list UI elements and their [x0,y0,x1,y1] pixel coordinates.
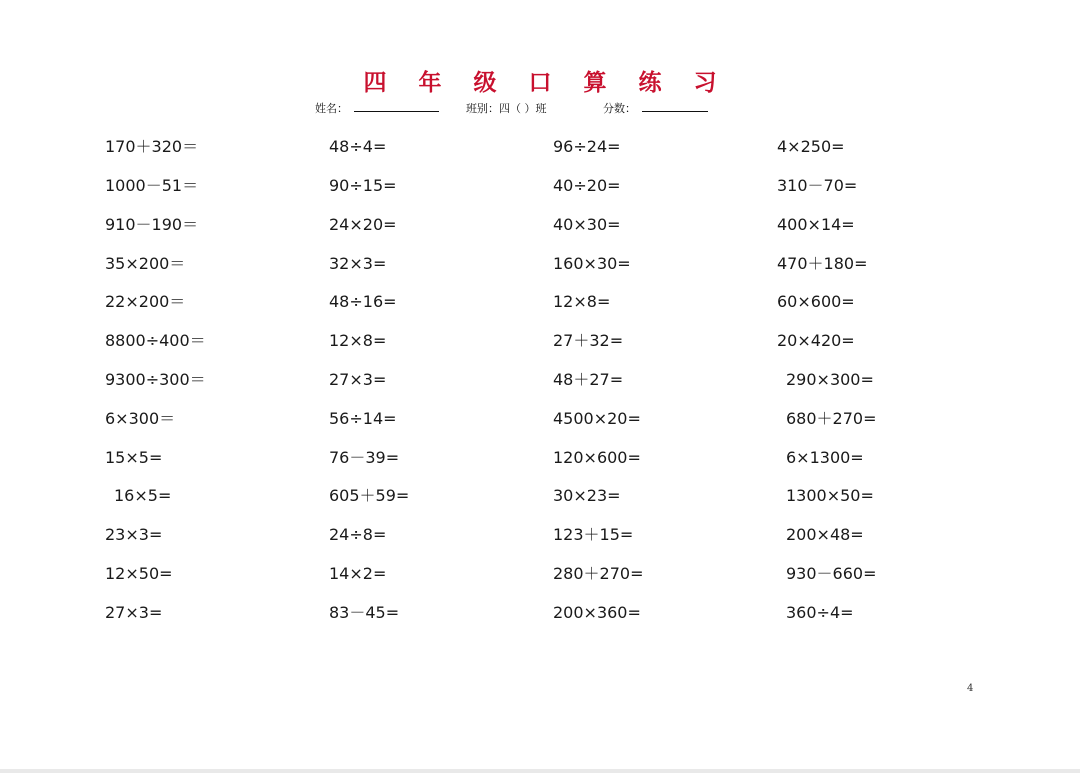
problem-item: 170＋320＝ [105,137,199,156]
problem-item: 83－45= [329,603,400,622]
problem-item: 6×1300= [786,448,864,467]
problem-item: 27＋32= [553,331,624,350]
problem-item: 930－660= [786,564,877,583]
problem-item: 90÷15= [329,176,397,195]
problem-item: 23×3= [105,525,163,544]
problem-item: 76－39= [329,448,400,467]
problem-item: 14×2= [329,564,387,583]
problem-item: 200×360= [553,603,641,622]
problem-item: 27×3= [329,370,387,389]
problem-item: 56÷14= [329,409,397,428]
problem-item: 48÷4= [329,137,387,156]
problem-item: 120×600= [553,448,641,467]
problem-item: 290×300= [786,370,874,389]
problem-item: 48÷16= [329,292,397,311]
problem-item: 680＋270= [786,409,877,428]
problem-item: 35×200＝ [105,254,186,273]
problem-item: 360÷4= [786,603,854,622]
problem-item: 1000－51＝ [105,176,199,195]
problem-item: 20×420= [777,331,855,350]
problem-item: 605＋59= [329,486,410,505]
problem-item: 400×14= [777,215,855,234]
student-info-row [0,98,1080,118]
problem-item: 48＋27= [553,370,624,389]
problem-item: 160×30= [553,254,631,273]
problem-item: 123＋15= [553,525,634,544]
problem-item: 22×200＝ [105,292,186,311]
problem-item: 24÷8= [329,525,387,544]
problem-item: 470＋180= [777,254,868,273]
problem-item: 16×5= [114,486,172,505]
page-number: 4 [967,683,974,694]
problem-item: 12×50= [105,564,173,583]
problem-item: 15×5= [105,448,163,467]
name-label: 姓名： [315,102,348,115]
score-label: 分数： [603,102,636,115]
problem-item: 280＋270= [553,564,644,583]
problem-item: 27×3= [105,603,163,622]
problem-item: 4×250= [777,137,845,156]
problem-item: 30×23= [553,486,621,505]
problem-item: 32×3= [329,254,387,273]
problem-item: 12×8= [329,331,387,350]
problem-item: 1300×50= [786,486,874,505]
problem-item: 40×30= [553,215,621,234]
page-bottom-edge [0,769,1080,773]
problem-item: 12×8= [553,292,611,311]
problem-item: 6×300＝ [105,409,176,428]
problem-item: 4500×20= [553,409,641,428]
problem-item: 60×600= [777,292,855,311]
name-blank-line[interactable] [354,111,439,112]
worksheet-title: 四 年 级 口 算 练 习 [363,69,729,96]
problem-item: 24×20= [329,215,397,234]
class-label: 班别：四（ ）班 [466,102,547,115]
problem-item: 96÷24= [553,137,621,156]
problem-item: 310－70= [777,176,858,195]
problem-item: 8800÷400＝ [105,331,206,350]
problem-item: 40÷20= [553,176,621,195]
score-blank-line[interactable] [642,111,708,112]
problem-item: 910－190＝ [105,215,199,234]
problem-item: 9300÷300＝ [105,370,206,389]
problem-item: 200×48= [786,525,864,544]
